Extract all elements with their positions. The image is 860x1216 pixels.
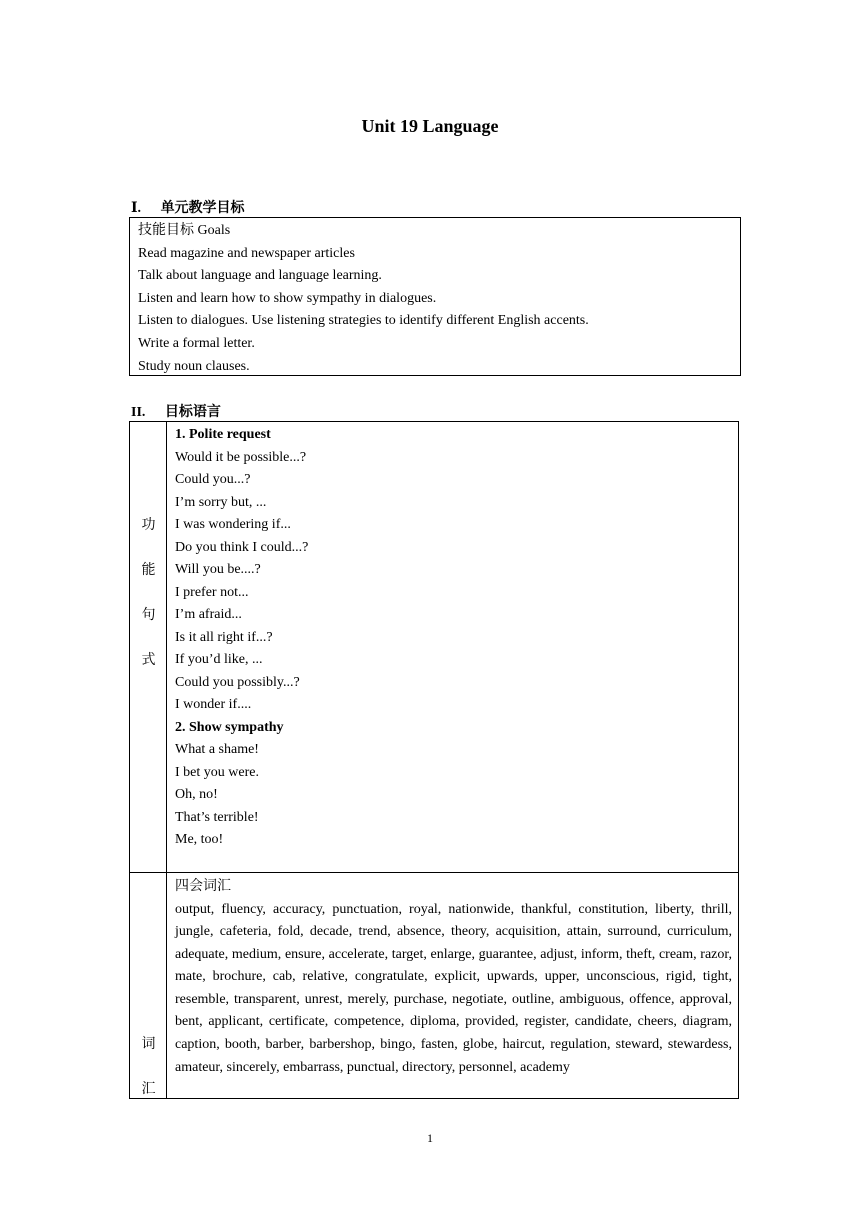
page-number: 1 (427, 1131, 433, 1145)
vocab-list: output, fluency, accuracy, punctuation, royal, nationwide, thankful, constitution, liberty, thrill, jungle, cafeteria, fold, decade, trend, absence, theory, acquisition, attain, surround, curriculum, adequate, medium, ensure, accelerate, target, enlarge, guarantee, adjust, inform, theft, cream, razor, mate, brochure, cab, relative, congratulate, explicit, upwards, upper, unconscious, rigid, tight, resemble, transparent, unrest, merely, purchase, negotiate, outline, ambiguous, offence, approval, bent, applicant, certificate, competence, diploma, provided, register, candidate, cheers, diagram, caption, booth, barber, barbershop, bingo, fasten, globe, haircut, regulation, steward, stewardess, amateur, sincerely, embarrass, punctual, directory, personnel, academy (175, 901, 732, 1075)
vocab-label-char: 词 (141, 1037, 156, 1052)
function-label-char: 式 (141, 653, 156, 668)
function-line: Me, too! (175, 832, 224, 847)
function-line: If you’d like, ... (175, 652, 263, 667)
function-row (129, 421, 739, 873)
function-line: Would it be possible...? (175, 449, 307, 465)
function-label-cell (130, 422, 167, 872)
function-line: I was wondering if... (175, 517, 291, 532)
function-line: I’m sorry but, ... (175, 494, 267, 510)
goals-line: Study noun clauses. (138, 358, 250, 374)
function-line: I wonder if.... (175, 697, 252, 712)
vocab-content-cell (175, 876, 732, 1079)
function-label-char: 功 (141, 518, 156, 533)
goals-box (129, 217, 741, 376)
section-2-title: 目标语言 (164, 405, 221, 420)
goals-line: 技能目标 Goals (138, 223, 231, 238)
section-1-title: 单元教学目标 (160, 201, 245, 216)
goals-line: Listen to dialogues. Use listening strategies to identify different English accents. (138, 313, 589, 329)
function-line: That’s terrible! (175, 809, 259, 825)
vocab-label-cell (130, 873, 167, 1098)
function-line: Could you...? (175, 472, 251, 487)
function-subheading: 1. Polite request (175, 427, 271, 442)
goals-line: Write a formal letter. (138, 335, 255, 351)
section-1-number: Ⅰ. (131, 201, 142, 216)
vocab-heading: 四会词汇 (175, 879, 231, 894)
function-content-cell (175, 424, 732, 852)
function-line: What a shame! (175, 742, 259, 757)
function-label-char: 能 (141, 563, 156, 578)
goals-line: Listen and learn how to show sympathy in dialogues. (138, 290, 437, 306)
section-1-heading (131, 197, 245, 217)
vocab-label-char: 汇 (141, 1082, 156, 1097)
goals-line: Read magazine and newspaper articles (138, 245, 355, 261)
function-line: I prefer not... (175, 584, 249, 600)
vocab-row (129, 872, 739, 1099)
function-line: Could you possibly...? (175, 674, 300, 690)
function-line: I’m afraid... (175, 607, 242, 622)
goals-line: Talk about language and language learning. (138, 268, 382, 284)
function-line: I bet you were. (175, 764, 259, 780)
function-line: Will you be....? (175, 562, 261, 577)
function-label-char: 句 (141, 608, 156, 623)
function-subheading: 2. Show sympathy (175, 719, 284, 735)
function-line: Is it all right if...? (175, 629, 273, 645)
document-title: Unit 19 Language (361, 116, 499, 136)
function-line: Do you think I could...? (175, 539, 309, 555)
section-2-number: II. (131, 405, 146, 420)
function-line: Oh, no! (175, 787, 218, 802)
section-2-heading (131, 401, 221, 421)
